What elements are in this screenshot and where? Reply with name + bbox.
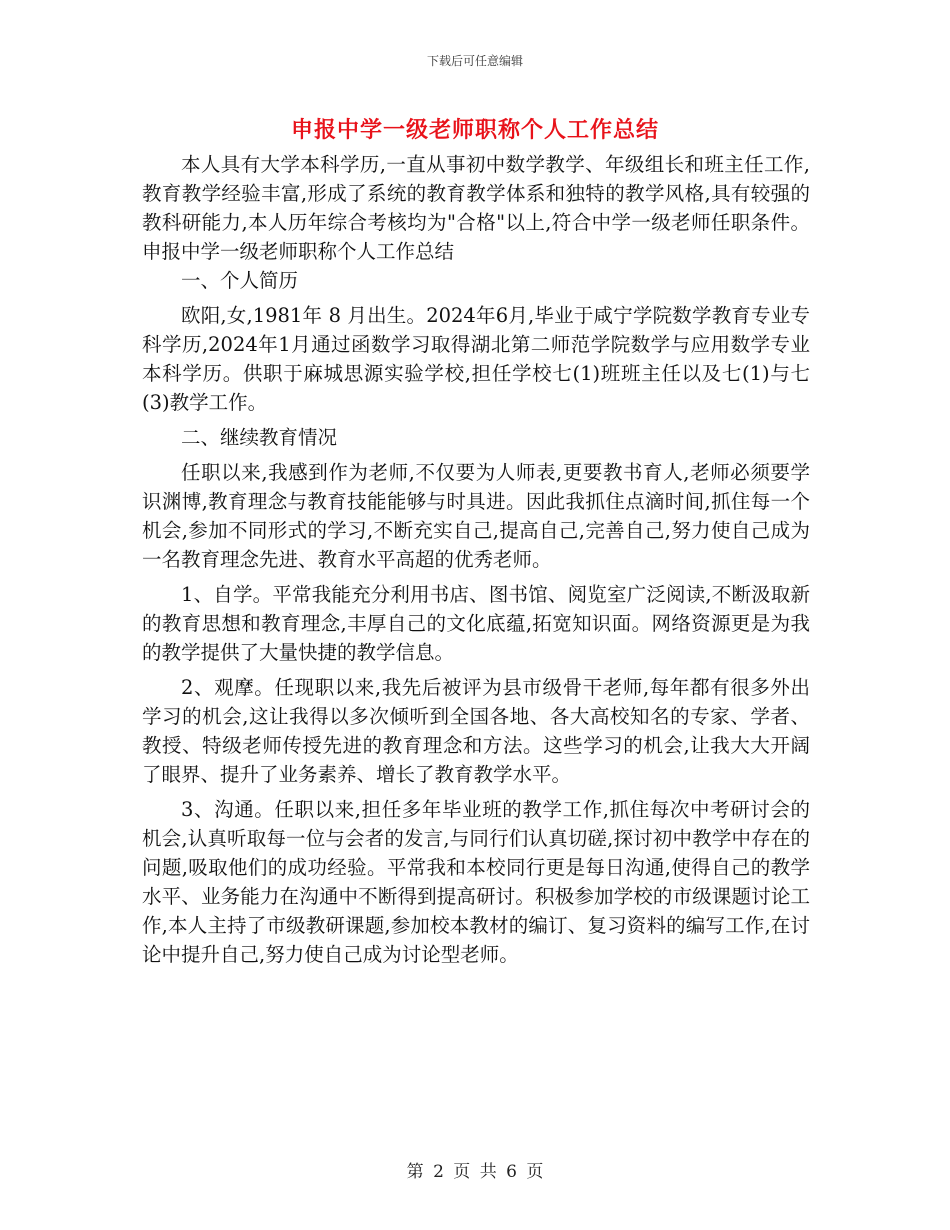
page-number: 第 2 页 共 6 页 xyxy=(406,1162,544,1182)
section-heading-education: 二、继续教育情况 xyxy=(181,426,338,449)
document-body xyxy=(142,150,810,969)
section-heading-resume: 一、个人简历 xyxy=(181,269,299,292)
header-note: 下载后可任意编辑 xyxy=(426,54,523,68)
paragraph-communication: 3、沟通。任职以来,担任多年毕业班的教学工作,抓住每次中考研讨会的机会,认真听取每一位与会者的发言,与同行们认真切磋,探讨初中教学中存在的问题,吸取他们的成功经验。平常我和本校同行更是每日沟通,使得自己的教学水平、业务能力在沟通中不断得到提高研讨。积极参加学校的市级课题讨论工作,本人主持了市级教研课题,参加校本教材的编订、复习资料的编写工作,在讨论中提升自己,努力使自己成为讨论型老师。 xyxy=(142,798,810,966)
paragraph-self-study: 1、自学。平常我能充分利用书店、图书馆、阅览室广泛阅读,不断汲取新的教育思想和教育理念,丰厚自己的文化底蕴,拓宽知识面。网络资源更是为我的教学提供了大量快捷的教学信息。 xyxy=(142,583,810,664)
paragraph-observation: 2、观摩。任现职以来,我先后被评为县市级骨干老师,每年都有很多外出学习的机会,这让我得以多次倾听到全国各地、各大高校知名的专家、学者、教授、特级老师传授先进的教育理念和方法。这些学习的机会,让我大大开阔了眼界、提升了业务素养、增长了教育教学水平。 xyxy=(142,676,810,786)
document-title: 申报中学一级老师职称个人工作总结 xyxy=(290,118,659,143)
paragraph-education: 任职以来,我感到作为老师,不仅要为人师表,更要教书育人,老师必须要学识渊博,教育理念与教育技能能够与时具进。因此我抓住点滴时间,抓住每一个机会,参加不同形式的学习,不断充实自己,提高自己,完善自己,努力使自己成为一名教育理念先进、教育水平高超的优秀老师。 xyxy=(142,461,810,571)
paragraph-resume: 欧阳,女,1981年 8 月出生。2024年6月,毕业于咸宁学院数学教育专业专科学历,2024年1月通过函数学习取得湖北第二师范学院数学与应用数学专业本科学历。供职于麻城思源实验学校,担任学校七(1)班班主任以及七(1)与七(3)教学工作。 xyxy=(142,304,810,414)
paragraph-intro: 本人具有大学本科学历,一直从事初中数学教学、年级组长和班主任工作,教育教学经验丰富,形成了系统的教育教学体系和独特的教学风格,具有较强的教科研能力,本人历年综合考核均为"合格"以上,符合中学一级老师任职条件。申报中学一级老师职称个人工作总结 xyxy=(142,153,810,263)
